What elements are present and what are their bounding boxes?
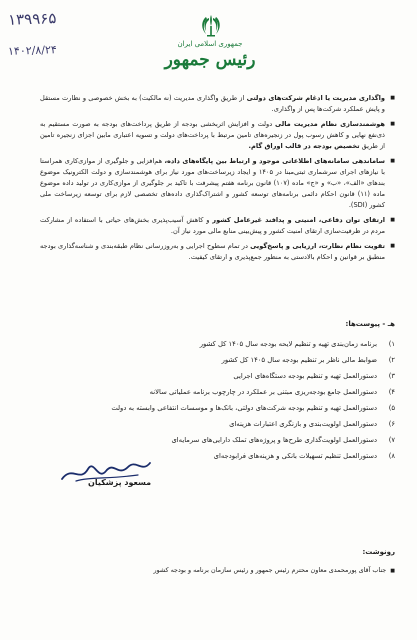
item-lead: هوشمندسازی نظام مدیریت مالی xyxy=(275,120,385,128)
item-tail: تخصیص بودجه در قالب اوراق گام. xyxy=(248,142,360,150)
attachment-item xyxy=(60,384,395,400)
header-subtitle: جمهوری اسلامی ایران xyxy=(177,40,243,48)
attachment-item xyxy=(60,352,395,368)
attachment-title: ضوابط مالی ناظر بر تنظیم بودجه سال ۱۴۰۵ کل کشور xyxy=(221,356,377,364)
item-text: و کاهش آسیب‌پذیری بخش‌های حیاتی با استفاده از مشارکت مردم در ظرفیت‌سازی ارتقای امنیت کشور و پیش‌بینی منابع مالی مورد نیاز آن. xyxy=(40,216,385,235)
attachment-item xyxy=(60,368,395,384)
attachment-item xyxy=(60,400,395,416)
item-text: هم‌افزایی و جلوگیری از موازی‌کاری همراستا با نیازهای اجرای سرشماری ثبتی‌مبنا در ۱۴۰۵ و ایجاد زیرساخت‌های مورد نیاز برای هوشمندسازی و دولت الکترونیک موضوع بندهای «الف»، «ب» و «ج» ماده (۱۰۷) قانون برنامه هفتم پیشرفت با تاکید بر جلوگیری از موازی‌کاری در تولید داده موضوع ماده (۱۱) قانون احکام دائمی برنامه‌های توسعه کشور و اشتراک‌گذاری داده‌های تخصصی لازم برای توسعه زیرساخت ملی کشور (SDI). xyxy=(40,157,386,209)
item-text: در تمام سطوح اجرایی و به‌روزرسانی نظام طبقه‌بندی و شناسه‌گذاری بودجه منطبق بر قوانین و احکام بالادستی به منظور جمع‌پذیری و ارتقای کیفیت. xyxy=(40,242,385,261)
attachment-title: دستورالعمل تهیه و تنظیم بودجه شرکت‌های دولتی، بانک‌ها و موسسات انتفاعی وابسته به دولت xyxy=(111,404,377,412)
cc-heading: رونوشت: xyxy=(362,548,395,556)
attachment-number: ۶) xyxy=(388,420,395,428)
attachment-item xyxy=(60,416,395,432)
list-item xyxy=(40,215,395,237)
attachment-number: ۷) xyxy=(388,436,395,444)
attachment-title: دستورالعمل تهیه و تنظیم بودجه دستگاه‌های اجرایی xyxy=(233,372,377,380)
attachment-title: دستورالعمل اولویت‌بندی و بازنگری اعتبارات هزینه‌ای xyxy=(229,420,377,428)
item-lead: تقویت نظام نظارت، ارزیابی و پاسخ‌گویی xyxy=(250,242,385,250)
attachment-title: دستورالعمل تنظیم تسهیلات بانکی و هزینه‌های فرابودجه‌ای xyxy=(213,452,377,460)
attachment-number: ۵) xyxy=(388,404,395,412)
item-text: از طریق واگذاری مدیریت (نه مالکیت) به بخش خصوصی و نظارت مستقل و پایش عملکرد شرکت‌ها پس از واگذاری. xyxy=(40,94,385,113)
attachment-item xyxy=(60,432,395,448)
item-lead: ساماندهی سامانه‌های اطلاعاتی موجود و ارتباط بین پایگاه‌های داده، xyxy=(164,157,385,165)
list-item xyxy=(40,93,395,115)
document-date: ۱۴۰۲/۸/۲۴ xyxy=(7,43,57,58)
item-lead: واگذاری مدیریت یا ادغام شرکت‌های دولتی xyxy=(246,94,385,102)
document-number: ۱۳۹۹۶۵ xyxy=(7,9,57,29)
list-item xyxy=(40,119,395,152)
bullet-icon: ■ xyxy=(390,568,395,574)
emblem-icon xyxy=(200,14,222,38)
attachments-list xyxy=(60,336,395,464)
item-text: دولت و افزایش اثربخشی بودجه از طریق پرداخت‌های بودجه به صورت مستقیم به ذی‌نفع نهایی و کاهش رسوب پول در زنجیره‌های تامین مرتبط با پرداخت‌های دولت و تسویه اعتباری مابین اجزای زنجیره تامین از طریق xyxy=(40,120,385,150)
attachment-item xyxy=(60,336,395,352)
attachment-number: ۴) xyxy=(388,388,395,396)
item-lead: ارتقای توان دفاعی، امنیتی و پدافند غیرعامل کشور xyxy=(212,216,386,224)
attachments-heading: هـ - پیوست‌ها: xyxy=(345,320,395,328)
header-title: رئیس جمهور xyxy=(164,50,256,70)
cc-recipient: جناب آقای پورمحمدی معاون محترم رئیس جمهور و رئیس سازمان برنامه و بودجه کشور xyxy=(153,566,387,574)
attachment-title: دستورالعمل اولویت‌گذاری طرح‌ها و پروژه‌های تملک دارایی‌های سرمایه‌ای xyxy=(171,436,377,444)
list-item xyxy=(40,241,395,263)
body-text xyxy=(40,93,395,267)
attachment-title: دستورالعمل جامع بودجه‌ریزی مبتنی بر عملکرد در چارچوب برنامه عملیاتی سالانه xyxy=(149,388,377,396)
attachment-title: برنامه زمان‌بندی تهیه و تنظیم لایحه بودجه سال ۱۴۰۵ کل کشور xyxy=(199,340,377,348)
attachment-number: ۲) xyxy=(388,356,395,364)
cc-item xyxy=(40,566,395,574)
signer-name: مسعود پزشکیان xyxy=(88,478,152,487)
attachment-number: ۳) xyxy=(388,372,395,380)
attachment-number: ۱) xyxy=(388,340,395,348)
attachment-number: ۸) xyxy=(388,452,395,460)
list-item xyxy=(40,156,395,211)
